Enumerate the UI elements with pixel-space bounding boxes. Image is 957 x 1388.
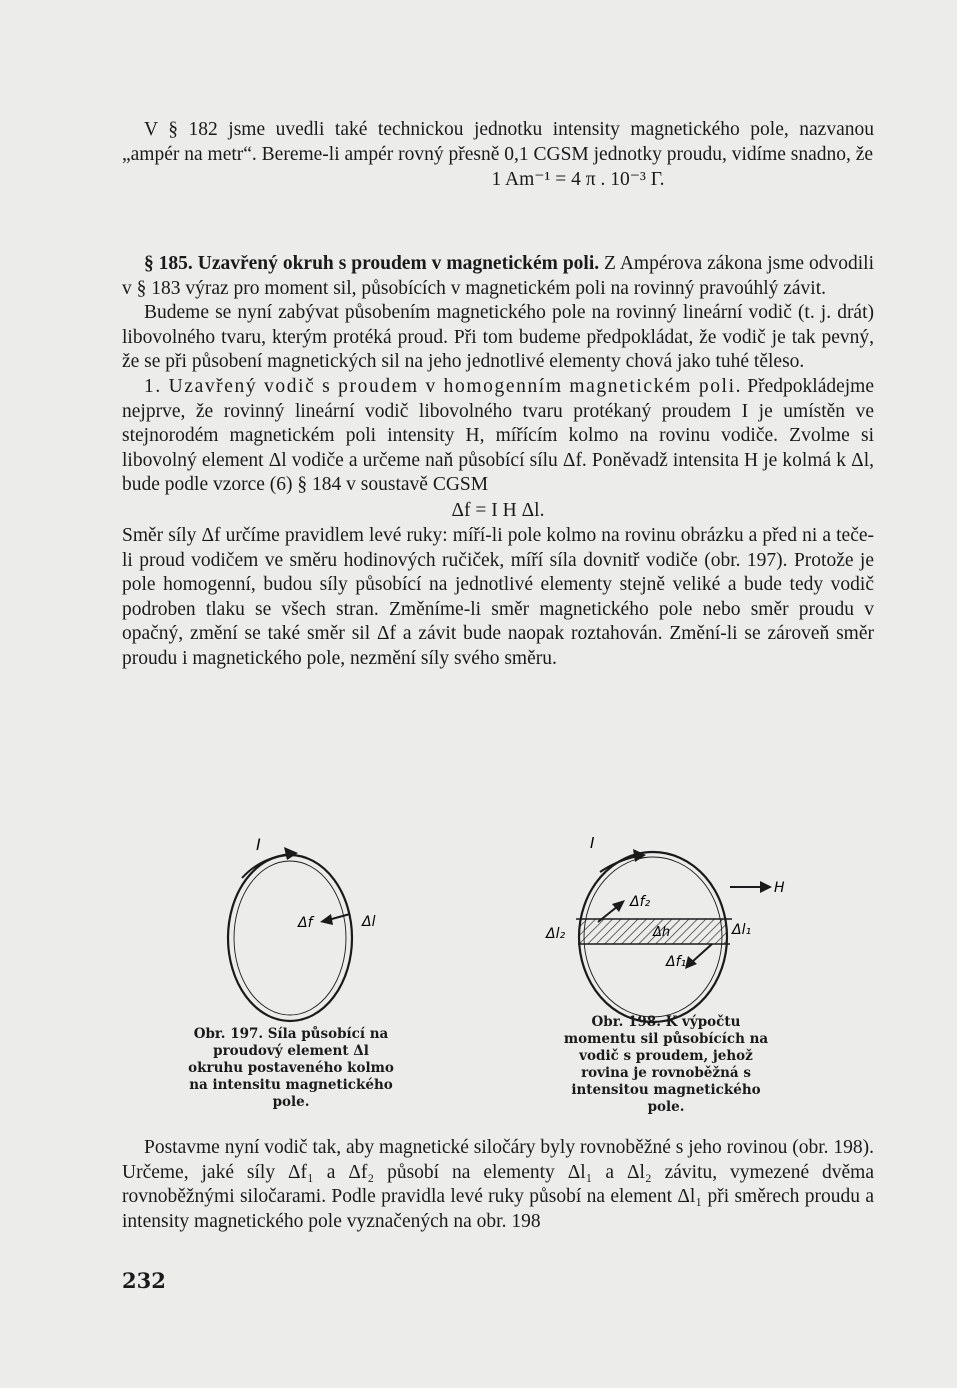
fig198-label-dl1: Δl₁: [732, 922, 752, 938]
intro-paragraph: V § 182 jsme uvedli také technickou jednotku intensity magnetického pole, nazvanou „ampér na metr“. Bereme-li ampér rovný přesně 0,1 CGSM jednotky proudu, vidíme snadno, že: [122, 119, 874, 165]
intro-block: [122, 118, 874, 193]
fig198-current-arrow: [600, 856, 638, 872]
fig198-label-dl2: Δl₂: [546, 926, 566, 942]
fig197-conductor-loop: [228, 855, 352, 1021]
section-185-block: [122, 252, 874, 672]
fig197-label-df: Δf: [298, 915, 313, 931]
paragraph-left-hand-rule: Směr síly Δf určíme pravidlem levé ruky: míří-li pole kolmo na rovinu obrázku a před ni a teče-li proud vodičem ve směru hodinových ručiček, míří síla dovnitř vodiče (obr. 197). Protože je pole homogenní, budou síly působící na jednotlivé elementy stejně veliké a bude tedy vodič podroben tlaku se všech stran. Změníme-li směr magnetického pole nebo směr proudu v opačný, změní se také směr sil Δf a závit bude naopak roztahován. Změní-li se zároveň směr proudu i magnetického pole, nezmění síly svého směru.: [122, 524, 874, 669]
fig198-current-arrowhead: [633, 849, 646, 862]
fig197-label-I: I: [256, 835, 261, 854]
fig198-force1-arrow: [692, 944, 712, 962]
section-185-paragraph: [122, 252, 874, 301]
fig198-H-arrowhead: [760, 881, 772, 893]
section-intro-text: Z Ampérova zákona jsme odvodili v § 183 výraz pro moment sil, působících v magnetickém poli na rovinný pravoúhlý závit.: [122, 253, 874, 299]
fig197-label-dl: Δl: [362, 914, 376, 930]
fig197-force-arrowhead: [320, 914, 333, 925]
figure-198-caption: Obr. 198. K výpočtu momentu sil působících na vodič s proudem, jehož rovina je rovnoběžná s intensitou magnetického pole.: [563, 1014, 769, 1115]
fig197-current-arrowhead: [284, 847, 298, 860]
paragraph-parallel-field: Postavme nyní vodič tak, aby magnetické siločáry byly rovnoběžné s jeho rovinou (obr. 198). Určeme, jaké síly Δf₁ a Δf₂ působí na elementy Δl₁ a Δl₂ závitu, vymezené dvěma rovnoběžnými siločarami. Podle pravidla levé ruky působí na element Δl₁ při směrech proudu a intensity magnetického pole vyznačených na obr. 198: [122, 1137, 875, 1232]
subsection-text: Předpokládejme nejprve, že rovinný lineární vodič libovolného tvaru protékaný proudem I je umístěn ve stejnorodém magnetickém poli intensity H, mířícím kolmo na rovinu vodiče. Zvolme si libovolný element Δl vodiče a určeme naň působící sílu Δf. Poněvadž intensita H je kolmá k Δl, bude podle vzorce (6) § 184 v soustavě CGSM: [122, 375, 874, 496]
subsection-paragraph: [122, 375, 874, 498]
paragraph-rigid-conductor: Budeme se nyní zabývat působením magnetického pole na rovinný lineární vodič (t. j. drát) libovolného tvaru, kterým protéká proud. Při tom budeme předpokládat, že vodič je tak pevný, že se při působení magnetických sil na jeho jednotlivé elementy chová jako tuhé těleso.: [122, 302, 874, 373]
formula-ampere-per-metre: 1 Am⁻¹ = 4 π . 10⁻³ Γ.: [491, 169, 665, 191]
page-number: 232: [122, 1268, 166, 1293]
fig198-label-df1: Δf₁: [666, 954, 687, 970]
figure-197-caption: Obr. 197. Síla působící na proudový element Δl okruhu postaveného kolmo na intensitu magnetického pole.: [188, 1026, 394, 1110]
fig198-label-df2: Δf₂: [630, 894, 651, 910]
fig198-label-I: I: [590, 834, 595, 852]
section-heading: § 185. Uzavřený okruh s proudem v magnetickém poli.: [144, 253, 600, 274]
closing-block: [122, 1136, 874, 1234]
figure-197: [212, 830, 382, 1035]
fig198-label-dh: Δh: [653, 925, 671, 940]
fig197-inner-contour: [234, 861, 346, 1015]
subsection-heading: 1. Uzavřený vodič s proudem v homogenním magnetickém poli.: [144, 375, 743, 397]
fig198-label-H: H: [774, 880, 785, 896]
figure-198: [540, 830, 790, 1035]
formula-force-element: Δf = I H Δl.: [451, 499, 545, 521]
